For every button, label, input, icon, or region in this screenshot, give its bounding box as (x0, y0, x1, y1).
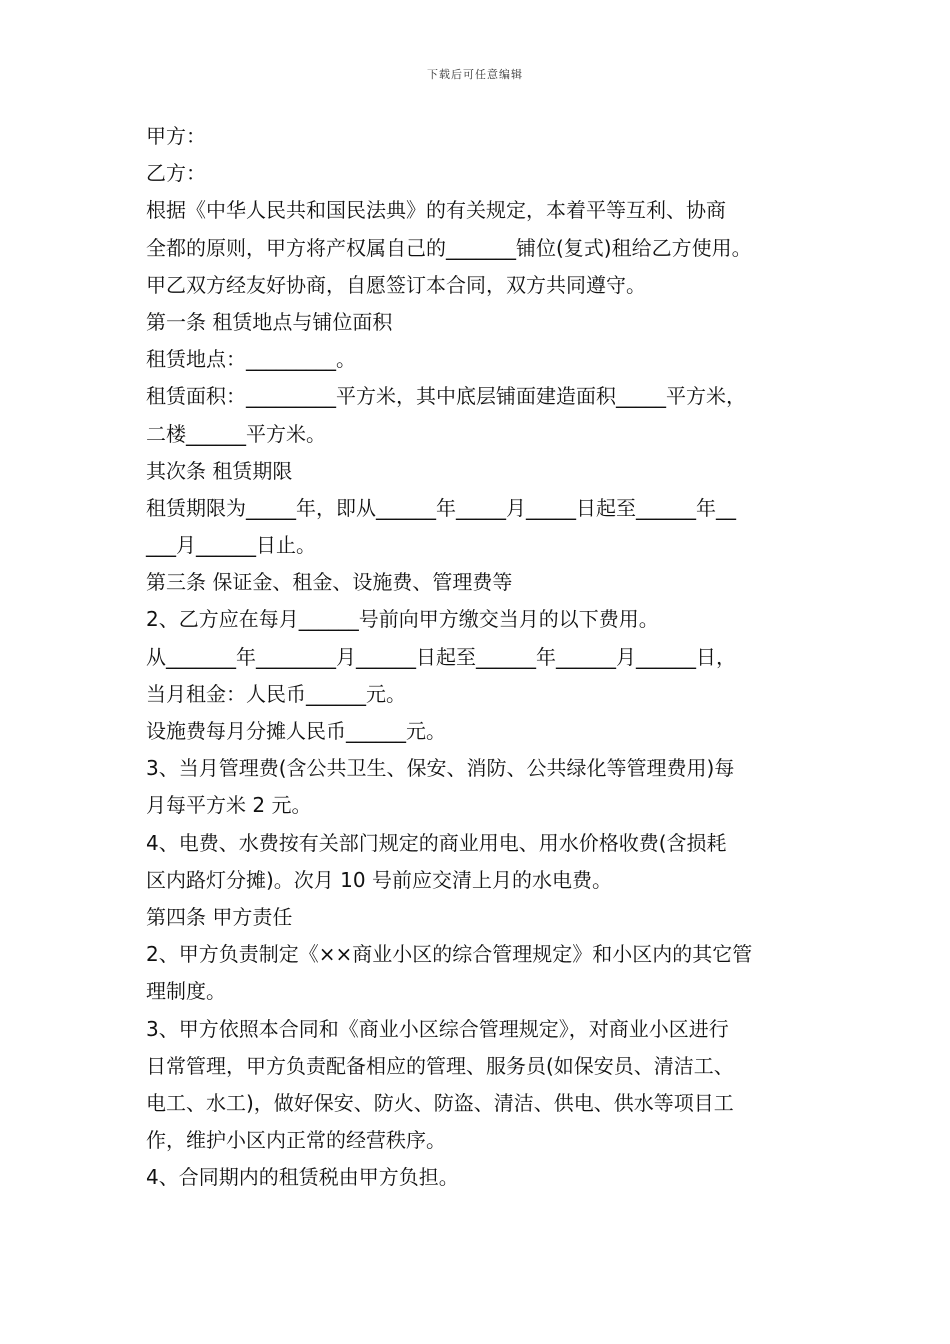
text-line: 租赁地点：_________。 (146, 347, 356, 372)
article-4-heading: 第四条 甲方责任 (146, 904, 293, 929)
text-line: 从_______年________月______日起至______年______月______日， (146, 644, 736, 669)
text-line: 2、乙方应在每月______号前向甲方缴交当月的以下费用。 (146, 607, 659, 632)
preamble-line: 根据《中华人民共和国民法典》的有关规定，本着平等互利、协商 (146, 198, 726, 223)
text-line: 作，维护小区内正常的经营秩序。 (146, 1128, 446, 1153)
text-line: 租赁面积：_________平方米，其中底层铺面建造面积_____平方米， (146, 384, 746, 409)
text-line: ___月______日止。 (146, 533, 316, 558)
party-a-line: 甲方： (146, 124, 206, 148)
text-line: 二楼______平方米。 (146, 421, 326, 446)
article-3-heading: 第三条 保证金、租金、设施费、管理费等 (146, 570, 513, 595)
text-line: 月每平方米 2 元。 (146, 793, 312, 818)
page-header: 下载后可任意编辑 (427, 68, 523, 81)
text-line: 2、甲方负责制定《××商业小区的综合管理规定》和小区内的其它管 (146, 942, 753, 967)
text-line: 3、当月管理费(含公共卫生、保安、消防、公共绿化等管理费用)每 (146, 756, 735, 781)
preamble-line: 全都的原则，甲方将产权属自己的_______铺位(复式)租给乙方使用。 (146, 235, 752, 260)
party-b-line: 乙方： (146, 161, 206, 186)
text-line: 理制度。 (146, 979, 226, 1004)
text-line: 日常管理，甲方负责配备相应的管理、服务员(如保安员、清洁工、 (146, 1053, 734, 1078)
contract-body (146, 118, 836, 1196)
text-line: 租赁期限为_____年，即从______年_____月_____日起至______年__ (146, 495, 736, 520)
text-line: 设施费每月分摊人民币______元。 (146, 719, 446, 743)
preamble-line: 甲乙双方经友好协商，自愿签订本合同，双方共同遵守。 (146, 272, 646, 297)
text-line: 4、电费、水费按有关部门规定的商业用电、用水价格收费(含损耗 (146, 830, 727, 855)
article-1-heading: 第一条 租赁地点与铺位面积 (146, 309, 393, 334)
text-line: 电工、水工)，做好保安、防火、防盗、清洁、供电、供水等项目工 (146, 1090, 734, 1115)
text-line: 3、甲方依照本合同和《商业小区综合管理规定》，对商业小区进行 (146, 1016, 729, 1041)
text-line: 区内路灯分摊)。次月 10 号前应交清上月的水电费。 (146, 867, 612, 892)
text-line: 4、合同期内的租赁税由甲方负担。 (146, 1165, 459, 1190)
text-line: 当月租金：人民币______元。 (146, 681, 406, 706)
article-2-heading: 其次条 租赁期限 (146, 458, 293, 483)
